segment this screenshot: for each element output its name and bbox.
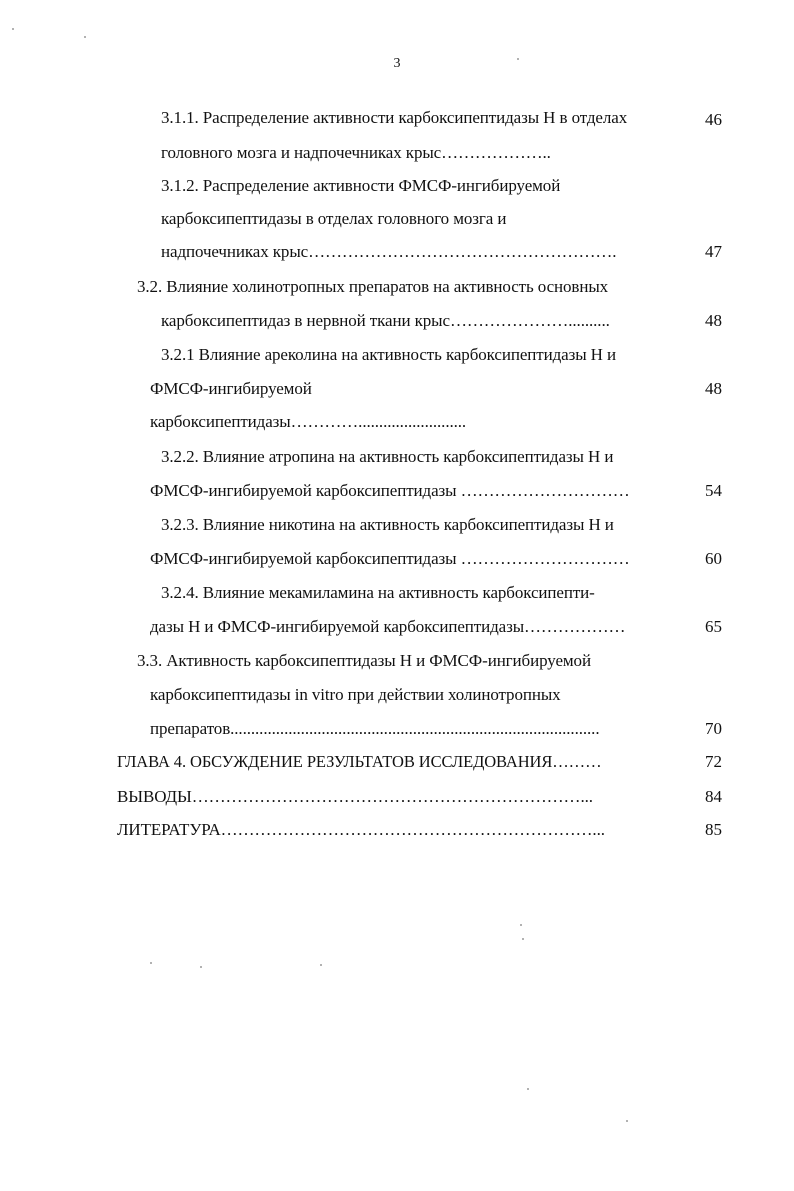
toc-entry-3-2-line1: 3.2. Влияние холинотропных препаратов на активность основных: [137, 277, 609, 296]
toc-entry-3-1-1-line1: 3.1.1. Распределение активности карбоксипептидазы Н в отделах: [161, 108, 628, 127]
toc-entry-references-page: 85: [705, 820, 722, 839]
scan-speck: [626, 1120, 628, 1122]
scan-speck: [84, 36, 86, 38]
scan-speck: [320, 964, 322, 966]
toc-entry-3-1-2-page: 47: [705, 242, 722, 261]
toc-entry-3-2-page: 48: [705, 311, 722, 330]
toc-entry-3-2-line2: карбоксипептидаз в нервной ткани крыс…………………..........: [161, 311, 610, 330]
scan-speck: [520, 924, 522, 926]
scan-speck: [517, 58, 519, 60]
toc-entry-3-2-2-page: 54: [705, 481, 722, 500]
toc-entry-3-3-line1: 3.3. Активность карбоксипептидазы Н и ФМСФ-ингибируемой: [137, 651, 591, 670]
toc-entry-3-2-1-page: 48: [705, 379, 722, 398]
toc-entry-conclusions: ВЫВОДЫ……………………………………………………………...: [117, 787, 593, 806]
toc-entry-3-1-2-line3: надпочечниках крыс……………………………………………….: [161, 242, 617, 261]
toc-entry-chapter-4-page: 72: [705, 752, 722, 771]
toc-entry-3-2-4-page: 65: [705, 617, 722, 636]
scan-speck: [150, 962, 152, 964]
toc-entry-3-2-4-line1: 3.2.4. Влияние мекамиламина на активность карбоксипепти-: [161, 583, 595, 602]
toc-entry-3-2-1-line1: 3.2.1 Влияние ареколина на активность карбоксипептидазы Н и: [161, 345, 616, 364]
toc-entry-3-3-line3: препаратов.........................................................................................: [150, 719, 600, 738]
scan-speck: [12, 28, 14, 30]
toc-entry-3-1-1-line2: головного мозга и надпочечниках крыс………………..: [161, 143, 551, 162]
toc-entry-3-2-4-line2: дазы Н и ФМСФ-ингибируемой карбоксипептидазы………………: [150, 617, 626, 636]
toc-entry-references: ЛИТЕРАТУРА…………………………………………………………...: [117, 820, 605, 839]
toc-entry-3-3-line2: карбоксипептидазы in vitro при действии холинотропных: [150, 685, 561, 704]
toc-entry-conclusions-page: 84: [705, 787, 722, 806]
toc-entry-3-2-3-page: 60: [705, 549, 722, 568]
toc-entry-3-1-2-line2: карбоксипептидазы в отделах головного мозга и: [161, 209, 507, 228]
toc-entry-3-2-3-line1: 3.2.3. Влияние никотина на активность карбоксипептидазы Н и: [161, 515, 614, 534]
scan-speck: [200, 966, 202, 968]
toc-entry-3-3-page: 70: [705, 719, 722, 738]
toc-entry-3-1-2-line1: 3.1.2. Распределение активности ФМСФ-ингибируемой: [161, 176, 561, 195]
toc-entry-3-2-2-line1: 3.2.2. Влияние атропина на активность карбоксипептидазы Н и: [161, 447, 614, 466]
scan-speck: [522, 938, 524, 940]
scan-speck: [527, 1088, 529, 1090]
toc-entry-3-2-1-line2: ФМСФ-ингибируемой: [150, 379, 312, 398]
toc-entry-3-1-1-page: 46: [705, 110, 722, 129]
toc-entry-chapter-4: ГЛАВА 4. ОБСУЖДЕНИЕ РЕЗУЛЬТАТОВ ИССЛЕДОВАНИЯ………: [117, 752, 602, 771]
toc-entry-3-2-3-line2: ФМСФ-ингибируемой карбоксипептидазы …………………………: [150, 549, 630, 568]
toc-entry-3-2-2-line2: ФМСФ-ингибируемой карбоксипептидазы …………………………: [150, 481, 630, 500]
toc-entry-3-2-1-line3: карбоксипептидазы…………..........................: [150, 412, 467, 431]
page-number: 3: [393, 56, 401, 71]
